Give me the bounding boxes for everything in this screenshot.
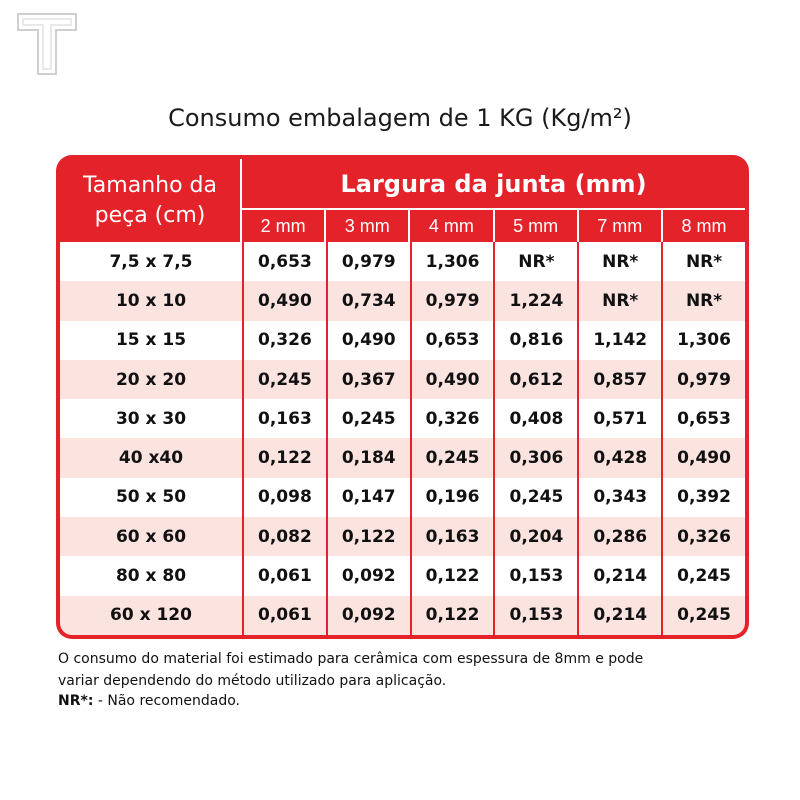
consumption-value-cell: 0,122 <box>410 556 494 595</box>
piece-size-cell: 40 x40 <box>60 438 242 477</box>
consumption-value-cell: 0,490 <box>661 438 745 477</box>
consumption-value-cell: 0,979 <box>326 242 410 281</box>
consumption-value-cell: 0,286 <box>577 517 661 556</box>
nr-legend <box>58 693 240 709</box>
consumption-value-cell: 0,326 <box>410 399 494 438</box>
piece-size-cell: 50 x 50 <box>60 478 242 517</box>
consumption-value-cell: 0,061 <box>242 596 326 635</box>
consumption-value-cell: 0,061 <box>242 556 326 595</box>
piece-size-header-line2: peça (cm) <box>94 202 206 228</box>
page-title: Consumo embalagem de 1 KG (Kg/m²) <box>168 104 632 132</box>
consumption-value-cell: 0,245 <box>410 438 494 477</box>
consumption-value-cell: 0,122 <box>326 517 410 556</box>
consumption-value-cell: 0,082 <box>242 517 326 556</box>
consumption-note <box>58 648 758 692</box>
consumption-value-cell: 0,245 <box>242 360 326 399</box>
piece-size-cell: 80 x 80 <box>60 556 242 595</box>
consumption-value-cell: 0,490 <box>242 281 326 320</box>
nr-label: NR*: <box>58 693 94 709</box>
consumption-value-cell: NR* <box>661 242 745 281</box>
consumption-value-cell: 0,979 <box>410 281 494 320</box>
consumption-value-cell: 0,214 <box>577 596 661 635</box>
consumption-value-cell: 0,092 <box>326 556 410 595</box>
consumption-value-cell: 0,326 <box>242 321 326 360</box>
consumption-value-cell: 0,653 <box>242 242 326 281</box>
consumption-value-cell: 0,816 <box>493 321 577 360</box>
consumption-value-cell: 0,653 <box>661 399 745 438</box>
table-row <box>60 517 745 556</box>
consumption-value-cell: 0,153 <box>493 596 577 635</box>
table-row <box>60 478 745 517</box>
consumption-value-cell: 0,367 <box>326 360 410 399</box>
width-header-8mm: 8 mm <box>661 210 745 242</box>
consumption-value-cell: 1,306 <box>410 242 494 281</box>
consumption-value-cell: 0,653 <box>410 321 494 360</box>
consumption-value-cell: 0,490 <box>410 360 494 399</box>
width-header-7mm: 7 mm <box>577 210 661 242</box>
piece-size-cell: 7,5 x 7,5 <box>60 242 242 281</box>
piece-size-header-line1: Tamanho da <box>83 172 217 198</box>
consumption-value-cell: 1,142 <box>577 321 661 360</box>
consumption-value-cell: NR* <box>577 281 661 320</box>
consumption-value-cell: 0,184 <box>326 438 410 477</box>
table-row <box>60 438 745 477</box>
consumption-value-cell: NR* <box>577 242 661 281</box>
consumption-value-cell: 0,163 <box>242 399 326 438</box>
consumption-value-cell: 0,979 <box>661 360 745 399</box>
consumption-value-cell: 1,306 <box>661 321 745 360</box>
consumption-value-cell: 0,571 <box>577 399 661 438</box>
consumption-value-cell: 0,245 <box>326 399 410 438</box>
consumption-value-cell: 0,734 <box>326 281 410 320</box>
consumption-value-cell: 0,857 <box>577 360 661 399</box>
table-row <box>60 596 745 635</box>
consumption-value-cell: 0,408 <box>493 399 577 438</box>
note-line-1: O consumo do material foi estimado para cerâmica com espessura de 8mm e pode <box>58 651 644 667</box>
table-row <box>60 281 745 320</box>
consumption-value-cell: 0,214 <box>577 556 661 595</box>
consumption-value-cell: 0,245 <box>661 556 745 595</box>
consumption-value-cell: 0,428 <box>577 438 661 477</box>
consumption-value-cell: 0,343 <box>577 478 661 517</box>
consumption-value-cell: NR* <box>493 242 577 281</box>
consumption-value-cell: 0,196 <box>410 478 494 517</box>
piece-size-header <box>60 159 242 242</box>
consumption-value-cell: 0,122 <box>242 438 326 477</box>
consumption-value-cell: 0,163 <box>410 517 494 556</box>
nr-text: - Não recomendado. <box>93 693 241 709</box>
width-header-2mm: 2 mm <box>242 210 324 242</box>
table-row <box>60 321 745 360</box>
table-row <box>60 556 745 595</box>
table-row <box>60 399 745 438</box>
consumption-value-cell: 0,204 <box>493 517 577 556</box>
consumption-value-cell: NR* <box>661 281 745 320</box>
note-line-2: variar dependendo do método utilizado para aplicação. <box>58 673 447 689</box>
consumption-value-cell: 0,306 <box>493 438 577 477</box>
brand-logo-icon <box>14 10 80 78</box>
width-header-3mm: 3 mm <box>324 210 408 242</box>
consumption-value-cell: 0,392 <box>661 478 745 517</box>
piece-size-cell: 60 x 120 <box>60 596 242 635</box>
width-header-5mm: 5 mm <box>493 210 577 242</box>
consumption-value-cell: 0,147 <box>326 478 410 517</box>
consumption-value-cell: 0,092 <box>326 596 410 635</box>
piece-size-cell: 15 x 15 <box>60 321 242 360</box>
piece-size-cell: 10 x 10 <box>60 281 242 320</box>
consumption-value-cell: 0,612 <box>493 360 577 399</box>
table-row <box>60 360 745 399</box>
table-row <box>60 242 745 281</box>
consumption-value-cell: 0,153 <box>493 556 577 595</box>
consumption-value-cell: 0,098 <box>242 478 326 517</box>
table-body <box>60 242 745 635</box>
piece-size-cell: 30 x 30 <box>60 399 242 438</box>
piece-size-cell: 20 x 20 <box>60 360 242 399</box>
width-header-4mm: 4 mm <box>408 210 492 242</box>
consumption-value-cell: 0,122 <box>410 596 494 635</box>
consumption-value-cell: 1,224 <box>493 281 577 320</box>
consumption-value-cell: 0,326 <box>661 517 745 556</box>
piece-size-cell: 60 x 60 <box>60 517 242 556</box>
consumption-value-cell: 0,245 <box>493 478 577 517</box>
joint-width-subheader <box>242 208 745 242</box>
consumption-value-cell: 0,490 <box>326 321 410 360</box>
consumption-value-cell: 0,245 <box>661 596 745 635</box>
consumption-table <box>56 155 749 639</box>
joint-width-header: Largura da junta (mm) <box>242 159 745 208</box>
